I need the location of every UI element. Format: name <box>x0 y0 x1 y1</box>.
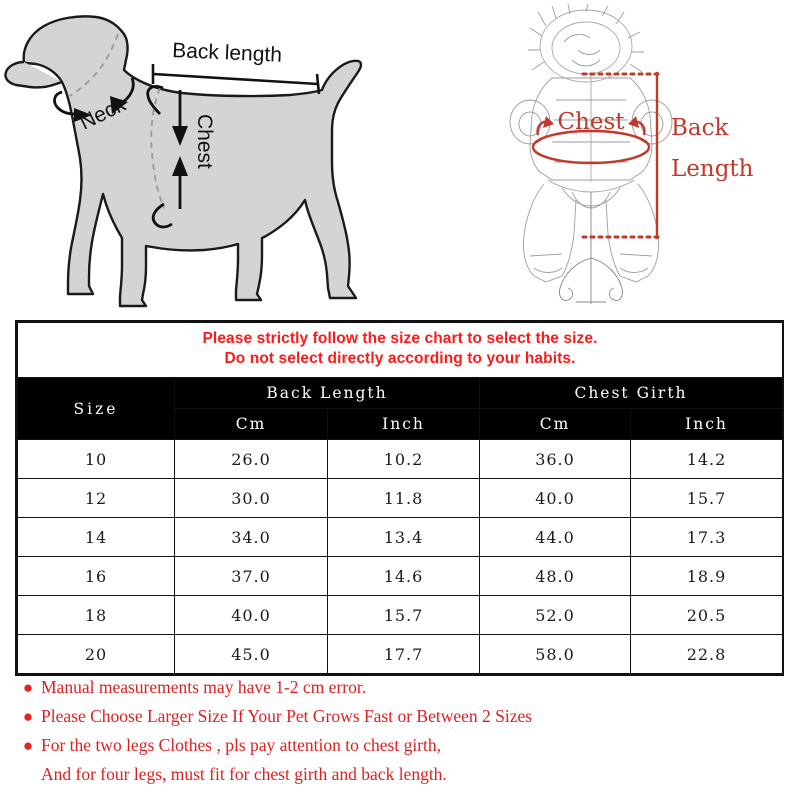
cell-chest-cm: 36.0 <box>480 440 631 479</box>
cell-back-cm: 26.0 <box>175 440 328 479</box>
note-text-2: Please Choose Larger Size If Your Pet Grows Fast or Between 2 Sizes <box>41 706 533 726</box>
list-item-continuation <box>15 761 785 788</box>
notice-line-1: Please strictly follow the size chart to select the size. <box>202 330 598 347</box>
cell-back-inch: 13.4 <box>328 518 480 557</box>
back-length-annotation <box>583 72 658 239</box>
bullet-icon: ● <box>22 736 34 755</box>
cell-back-cm: 37.0 <box>175 557 328 596</box>
bullet-icon: ● <box>22 707 34 726</box>
cell-chest-inch: 14.2 <box>631 440 783 479</box>
note-text-1: Manual measurements may have 1-2 cm error. <box>41 677 367 697</box>
back-length-dimension-line <box>153 64 319 94</box>
chest-label: Chest <box>193 114 216 169</box>
table-row <box>18 596 783 635</box>
group-header-row <box>18 378 783 409</box>
size-chart-table-container <box>15 320 784 676</box>
table-row <box>18 479 783 518</box>
neck-label: Neck <box>76 92 130 135</box>
cell-chest-cm: 44.0 <box>480 518 631 557</box>
note-text-3: For the two legs Clothes , pls pay attention to chest girth, <box>41 735 442 755</box>
header-chest-girth-inch: Inch <box>631 409 783 440</box>
cell-size: 20 <box>18 635 175 674</box>
cell-back-cm: 34.0 <box>175 518 328 557</box>
illustration-area <box>0 0 800 318</box>
notice-cell <box>18 323 783 378</box>
notice-line-2: Do not select directly according to your habits. <box>224 350 576 367</box>
back-length-annotation-label-line2: Length <box>671 156 754 182</box>
cell-size: 16 <box>18 557 175 596</box>
header-back-length-inch: Inch <box>328 409 480 440</box>
back-length-annotation-label-line1: Back <box>671 115 729 141</box>
cell-size: 14 <box>18 518 175 557</box>
header-chest-girth: Chest Girth <box>480 378 783 409</box>
cell-chest-inch: 18.9 <box>631 557 783 596</box>
cell-back-inch: 11.8 <box>328 479 480 518</box>
size-chart-table <box>17 322 783 674</box>
list-item <box>15 703 785 730</box>
back-length-label: Back length <box>171 39 283 67</box>
cell-back-inch: 17.7 <box>328 635 480 674</box>
note-text-3-line2: And for four legs, must fit for chest girth and back length. <box>41 764 447 784</box>
cell-size: 12 <box>18 479 175 518</box>
cell-back-cm: 45.0 <box>175 635 328 674</box>
table-row <box>18 518 783 557</box>
cell-back-cm: 40.0 <box>175 596 328 635</box>
cell-chest-inch: 20.5 <box>631 596 783 635</box>
table-row <box>18 557 783 596</box>
cell-chest-cm: 58.0 <box>480 635 631 674</box>
cell-back-inch: 15.7 <box>328 596 480 635</box>
cell-back-inch: 10.2 <box>328 440 480 479</box>
header-back-length: Back Length <box>175 378 480 409</box>
notes-list <box>15 674 785 790</box>
cell-chest-inch: 15.7 <box>631 479 783 518</box>
list-item <box>15 732 785 759</box>
cell-chest-cm: 52.0 <box>480 596 631 635</box>
cell-back-cm: 30.0 <box>175 479 328 518</box>
chest-annotation-label: Chest <box>557 109 625 135</box>
dog-measurement-diagram <box>0 4 400 314</box>
header-chest-girth-cm: Cm <box>480 409 631 440</box>
notice-row <box>18 323 783 378</box>
list-item <box>15 674 785 701</box>
table-row <box>18 440 783 479</box>
table-row <box>18 635 783 674</box>
cell-chest-cm: 48.0 <box>480 557 631 596</box>
header-size: Size <box>18 378 175 440</box>
cell-chest-cm: 40.0 <box>480 479 631 518</box>
cell-chest-inch: 22.8 <box>631 635 783 674</box>
cell-chest-inch: 17.3 <box>631 518 783 557</box>
cell-size: 18 <box>18 596 175 635</box>
header-back-length-cm: Cm <box>175 409 328 440</box>
snowsuit-line-art <box>510 4 672 304</box>
cell-back-inch: 14.6 <box>328 557 480 596</box>
pet-snowsuit-photo-diagram <box>490 4 800 312</box>
cell-size: 10 <box>18 440 175 479</box>
bullet-icon: ● <box>22 678 34 697</box>
